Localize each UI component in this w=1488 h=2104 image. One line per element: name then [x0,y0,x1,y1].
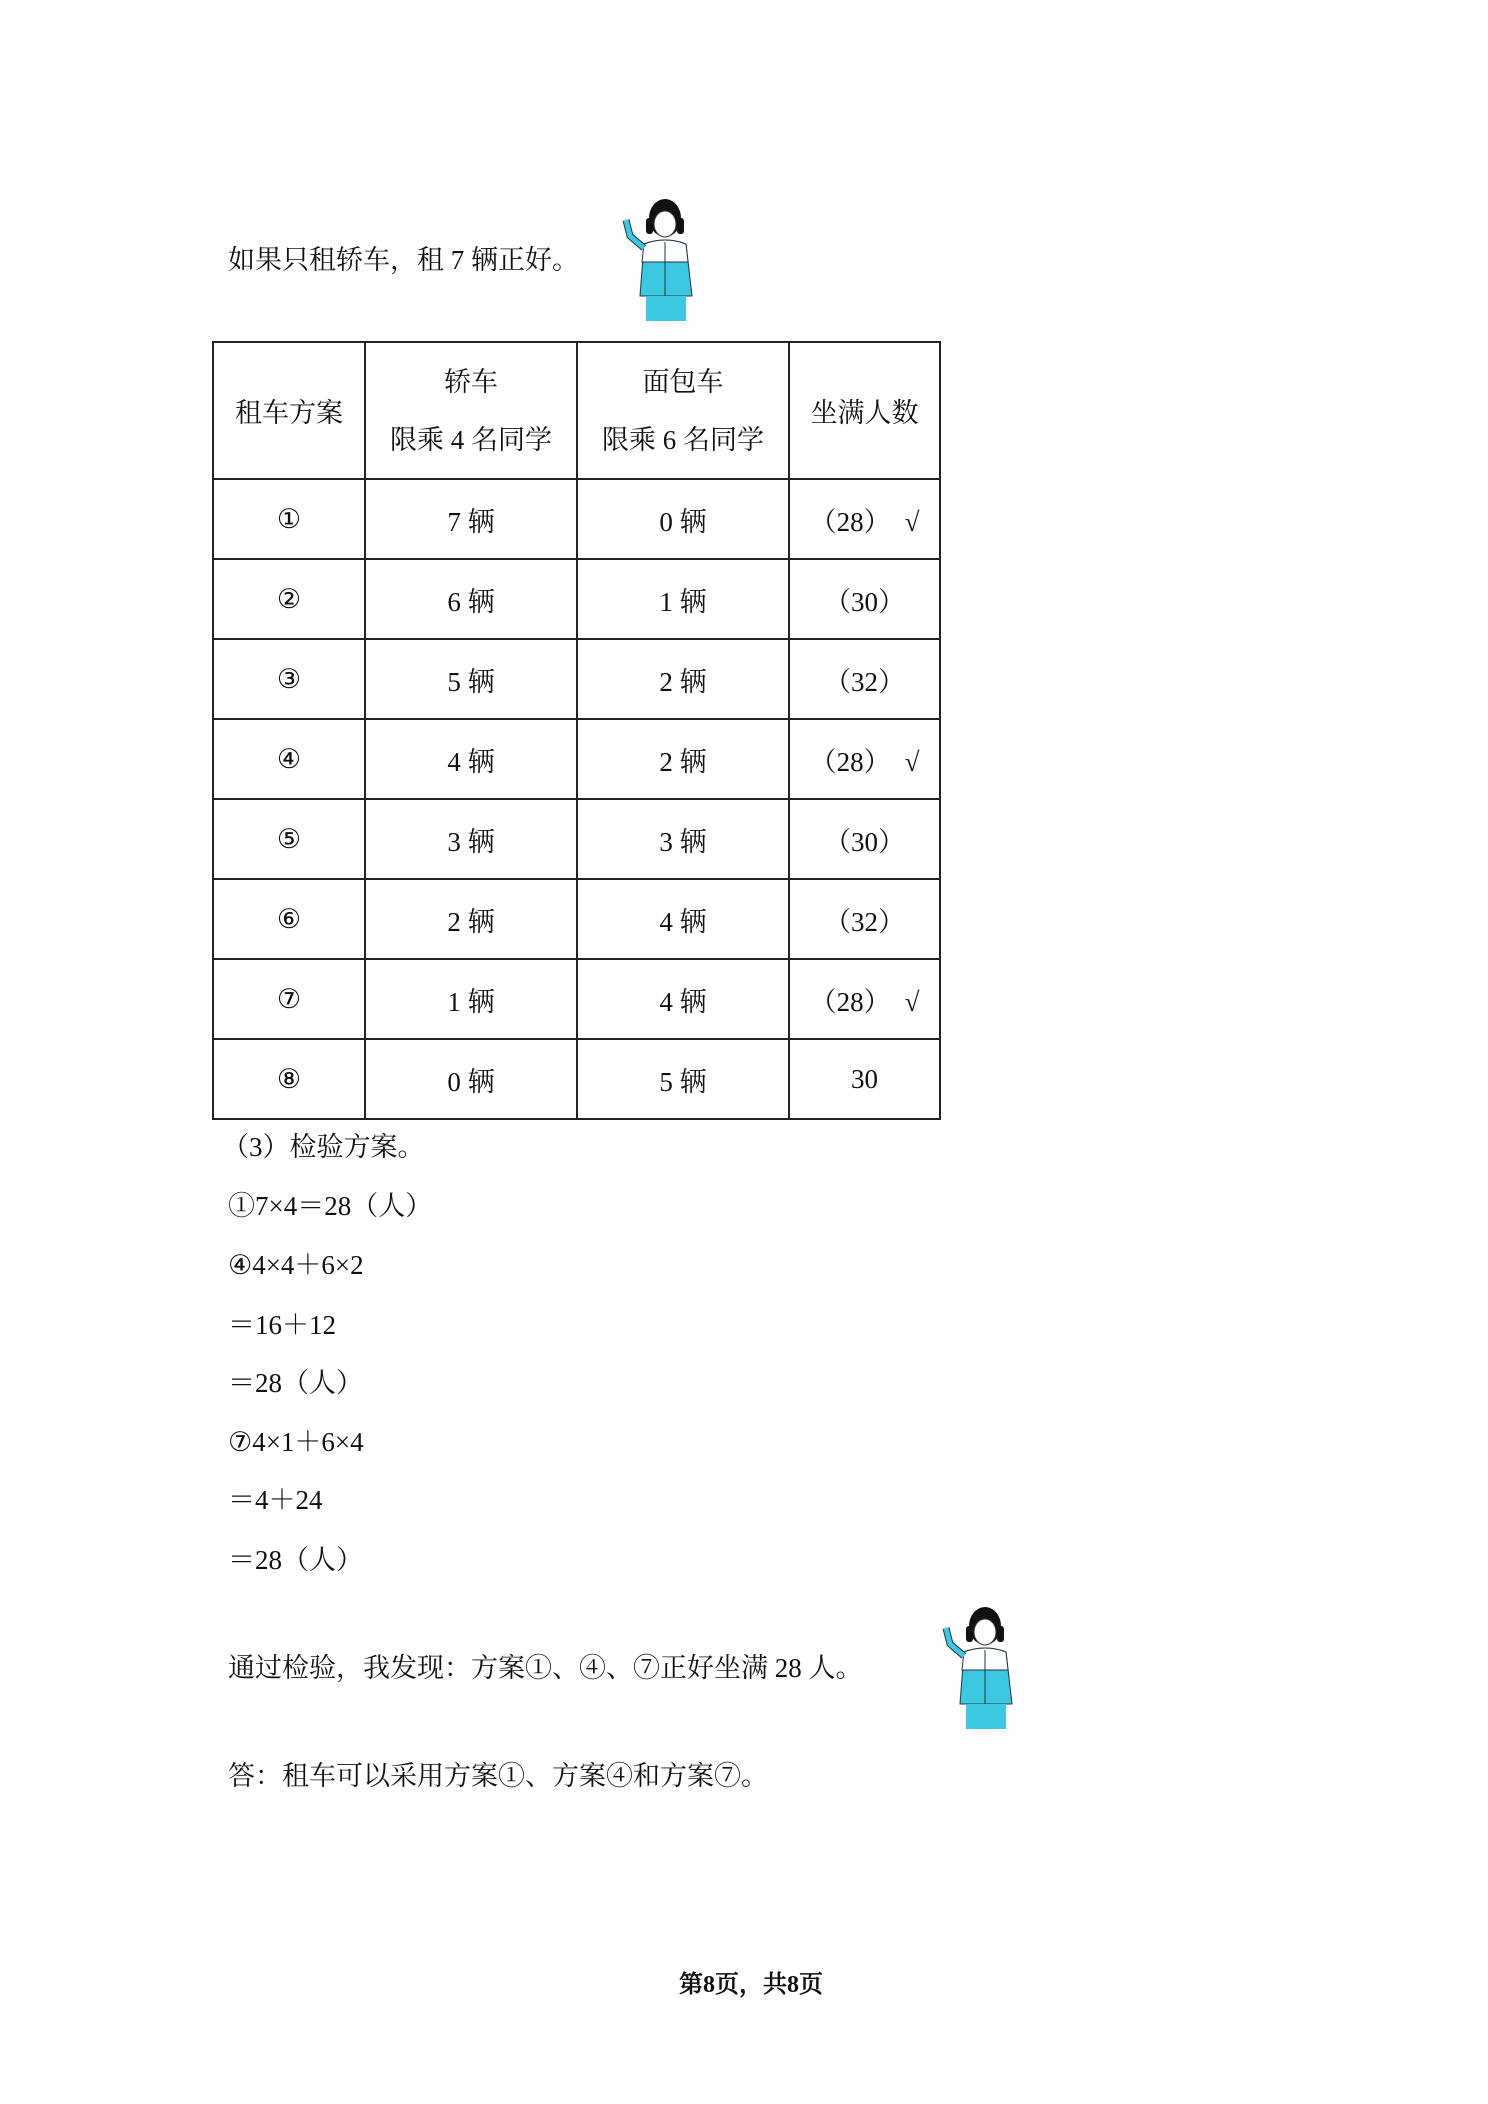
table-row [213,559,940,639]
sedan-limit: 限乘 4 名同学 [390,424,552,455]
verify-line: ＝16＋12 [228,1310,336,1340]
van-count-cell: 1 辆 [577,559,789,639]
answer-text: 答：租车可以采用方案①、方案④和方案⑦。 [228,1761,768,1791]
check-mark: √ [904,506,920,537]
total-value: （28） [809,746,891,777]
van-count-cell: 0 辆 [577,479,789,559]
plan-cell: ⑦ [213,959,365,1039]
sedan-count-cell: 5 辆 [365,639,577,719]
total-cell [789,479,940,559]
van-count-cell: 3 辆 [577,799,789,879]
total-value: （30） [824,826,905,857]
total-value: （32） [824,666,905,697]
header-sedan [365,342,577,479]
plan-cell: ④ [213,719,365,799]
sedan-count-cell: 0 辆 [365,1039,577,1119]
verify-line: ④4×4＋6×2 [228,1250,364,1280]
rental-plan-table [212,341,941,1120]
finding-text: 通过检验，我发现：方案①、④、⑦正好坐满 28 人。 [228,1653,863,1683]
verify-line: ＝4＋24 [228,1485,323,1515]
girl-illustration-icon [940,1604,1030,1729]
verify-line: ＝28（人） [228,1368,363,1398]
total-cell [789,639,940,719]
plan-cell: ⑥ [213,879,365,959]
check-mark: √ [904,986,920,1017]
plan-cell: ⑤ [213,799,365,879]
sedan-title: 轿车 [444,366,498,397]
total-value: （30） [824,586,905,617]
table-header-row [213,342,940,479]
van-count-cell: 2 辆 [577,639,789,719]
total-cell [789,559,940,639]
verify-line: ①7×4＝28（人） [228,1191,433,1221]
sedan-count-cell: 1 辆 [365,959,577,1039]
table-row [213,479,940,559]
sedan-count-cell: 7 辆 [365,479,577,559]
total-value: （28） [809,986,891,1017]
plan-cell: ③ [213,639,365,719]
plan-cell: ① [213,479,365,559]
van-count-cell: 5 辆 [577,1039,789,1119]
van-count-cell: 4 辆 [577,879,789,959]
girl-illustration-icon [620,196,710,321]
page-footer: 第8页，共8页 [679,1972,823,1998]
header-van [577,342,789,479]
table-row [213,879,940,959]
sedan-count-cell: 2 辆 [365,879,577,959]
table-row [213,799,940,879]
total-value: （32） [824,906,905,937]
van-title: 面包车 [642,366,724,397]
plan-cell: ⑧ [213,1039,365,1119]
check-mark: √ [904,746,920,777]
intro-text: 如果只租轿车，租 7 辆正好。 [228,245,579,275]
verify-heading: （3）检验方案。 [222,1132,425,1162]
table-row [213,959,940,1039]
table-row [213,719,940,799]
header-total: 坐满人数 [789,342,940,479]
total-value: 30 [851,1063,878,1094]
sedan-count-cell: 6 辆 [365,559,577,639]
verify-line: ⑦4×1＋6×4 [228,1427,364,1457]
total-cell [789,799,940,879]
van-count-cell: 4 辆 [577,959,789,1039]
plan-cell: ② [213,559,365,639]
total-value: （28） [809,506,891,537]
table-row [213,639,940,719]
total-cell [789,959,940,1039]
van-limit: 限乘 6 名同学 [602,424,764,455]
header-plan: 租车方案 [213,342,365,479]
sedan-count-cell: 3 辆 [365,799,577,879]
sedan-count-cell: 4 辆 [365,719,577,799]
verify-line: ＝28（人） [228,1545,363,1575]
total-cell [789,719,940,799]
total-cell [789,879,940,959]
van-count-cell: 2 辆 [577,719,789,799]
table-row [213,1039,940,1119]
total-cell [789,1039,940,1119]
